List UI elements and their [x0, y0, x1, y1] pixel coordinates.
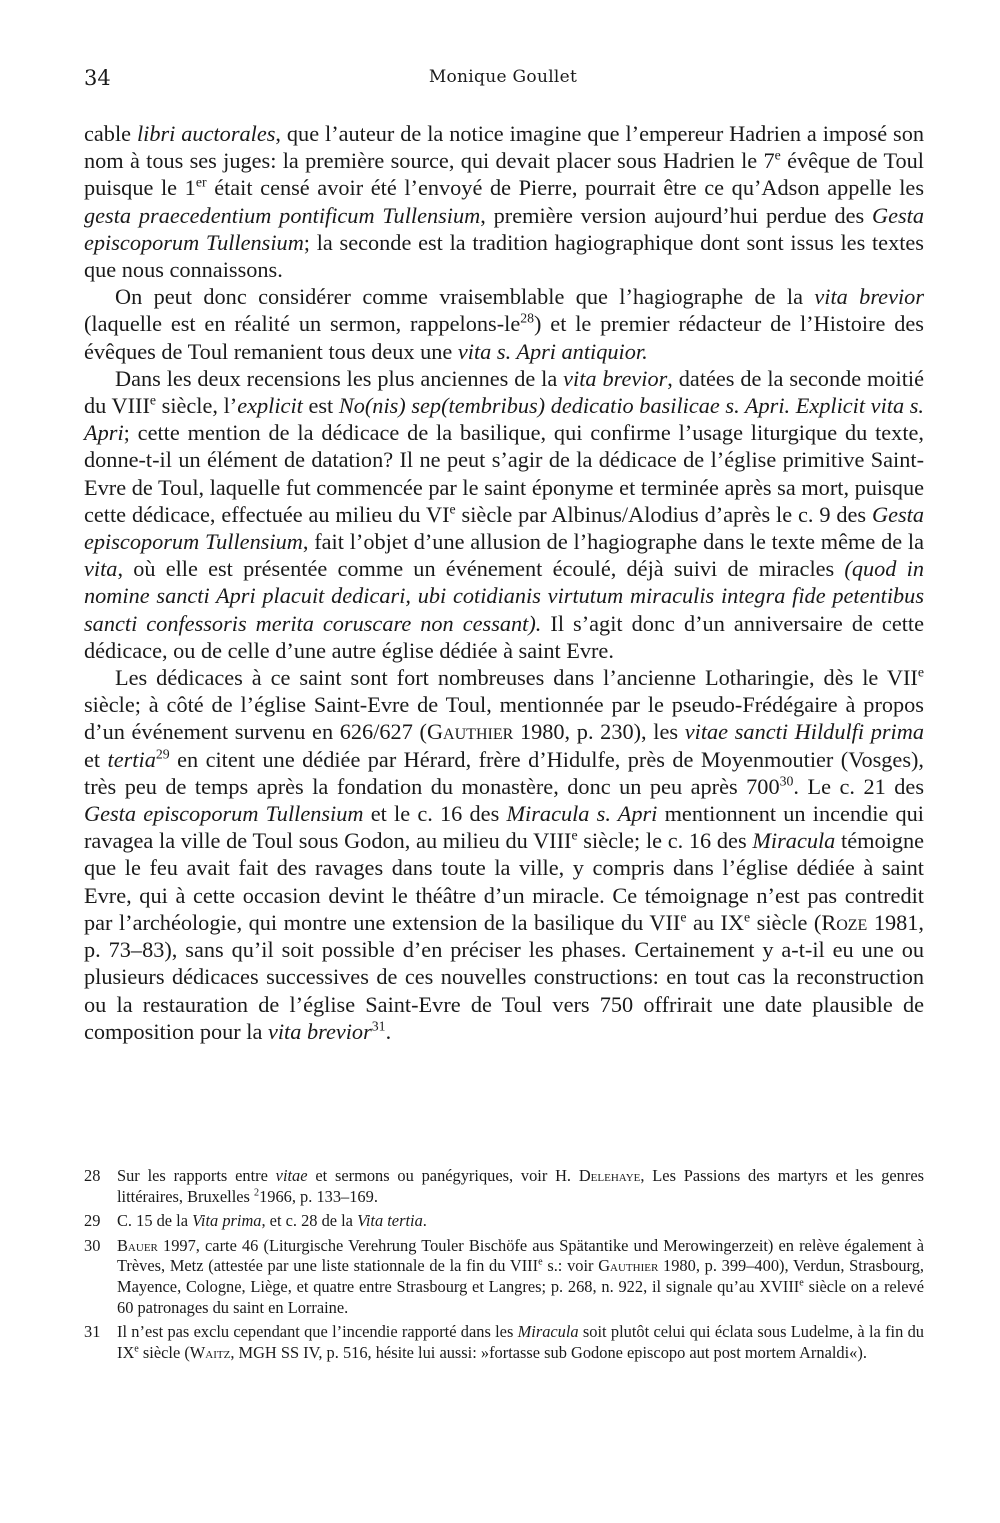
text-run: témoigne que le feu avait fait des ravages dans toute la ville, y compris dans l’église dédiée à saint Evre, qui à cette occasion devint le théâtre d’un miracle. Ce témoignage n’est pas contredit par l’archéologie, qui montre une extension de la basilique du VII — [84, 828, 925, 935]
text-run: et sermons ou panégyriques, voir H. — [307, 1166, 579, 1185]
text-run: Sur les rapports entre — [117, 1166, 276, 1185]
text-run: . Le c. 21 des — [793, 773, 925, 799]
text-run: était censé avoir été l’envoyé de Pierre, pourrait être ce qu’Adson appelle les — [206, 175, 924, 201]
italic-text: Gesta episcoporum Tullensium — [84, 501, 924, 555]
small-caps-text: Gauthier — [598, 1256, 659, 1276]
footnote-text — [117, 1166, 924, 1206]
footnote — [84, 1211, 924, 1232]
superscript: 2 — [254, 1187, 260, 1199]
paragraph — [84, 120, 924, 283]
footnote-text — [117, 1236, 924, 1317]
text-run: soit plutôt celui qui éclata sous Ludelme, à la fin du IX — [117, 1322, 924, 1362]
text-run: , fait l’objet d’une allusion de l’hagiographe dans le texte même de la — [302, 529, 924, 555]
italic-text: libri auctorales — [136, 121, 276, 146]
italic-text: Miracula — [517, 1322, 579, 1342]
small-caps-text: Bauer — [117, 1235, 158, 1255]
text-run: 1981, p. 73–83), sans qu’il soit possible d’en préciser les phases. Certainement y a-t-il eu une ou plusieurs dédicaces successives de ces nouvelles constructions: en tout cas la reconstruction ou la restauration de l’église Saint-Evre de Toul vers 750 offrirait une date plausible de composition pour la — [84, 909, 924, 1044]
text-run: et le c. 16 des — [363, 801, 507, 827]
superscript: e — [571, 827, 578, 843]
italic-text: vitae sancti Hildulfi prima — [684, 719, 924, 745]
superscript: 29 — [155, 746, 170, 762]
superscript: e — [799, 1277, 804, 1289]
small-caps-text: Gauthier — [426, 719, 514, 745]
text-run: , et c. 28 de la — [261, 1211, 358, 1231]
text-run: siècle ( — [138, 1342, 190, 1362]
text-run: C. 15 de la — [117, 1211, 193, 1231]
superscript: e — [680, 909, 687, 925]
text-run: siècle on a relevé 60 patronages du saint en Lorraine. — [117, 1276, 924, 1317]
text-run: en citent une dédiée par Hérard, frère d’Hidulfe, près de Moyenmoutier (Vosges), très peu de temps après la fondation du monastère, donc un peu après 700 — [84, 746, 924, 799]
italic-text: tertia — [107, 746, 156, 772]
text-run: (laquelle est en réalité un sermon, rappelons-le — [84, 311, 521, 337]
paragraph — [84, 365, 924, 664]
italic-text: gesta praecedentium pontificum Tullensium — [84, 202, 481, 228]
text-run: cable — [84, 121, 137, 146]
italic-text: vita brevior — [814, 284, 924, 310]
text-run: , où elle est présentée comme un événement écoulé, déjà suivi de miracles — [117, 556, 845, 582]
italic-text: (quod in nomine sancti Apri placuit dedicari, ubi cotidianis virtutum miraculis integra fide petentibus sancti confessoris merita coruscare non cessant). — [84, 556, 924, 636]
italic-text: explicit — [237, 393, 303, 419]
text-run: Les dédicaces à ce saint sont fort nombreuses dans l’ancienne Lotharingie, dès le VII — [115, 665, 918, 691]
text-run: ; la seconde est la tradition hagiographique dont sont issus les textes que nous connaissons. — [84, 229, 924, 283]
superscript: 30 — [779, 773, 794, 789]
small-caps-text: Waitz — [189, 1342, 231, 1362]
text-run: , datées de la seconde moitié du VIII — [84, 365, 925, 419]
main-text — [84, 120, 924, 1045]
text-run: siècle ( — [750, 909, 822, 935]
superscript: e — [449, 501, 456, 517]
text-run: siècle; le c. 16 des — [577, 828, 753, 854]
italic-text: Gesta episcoporum Tullensium — [84, 202, 925, 255]
italic-text: Vita prima — [192, 1211, 262, 1231]
italic-text: Miracula — [752, 828, 836, 854]
text-run: , première version aujourd’hui perdue des — [480, 202, 872, 228]
page-header — [84, 66, 922, 96]
text-run: ; cette mention de la dédicace de la basilique, qui confirme l’usage liturgique du texte, donne-t-il un élément de datation? Il ne peut s’agir de la dédicace de l’église primitive Saint-Evre de Toul, laquelle fut commencée par le saint éponyme et terminée après sa mort, puisque cette dédicace, effectuée au milieu du VI — [84, 420, 924, 527]
text-run: évêque de Toul puisque le 1 — [84, 148, 924, 201]
text-run: ) et le premier rédacteur de l’Histoire des évêques de Toul remanient tous deux une — [84, 311, 924, 364]
footnote — [84, 1322, 924, 1363]
superscript: 28 — [520, 311, 535, 326]
text-run: , MGH SS IV, p. 516, hésite lui aussi: »fortasse sub Godone episcopo aut post mortem Arnaldi«). — [230, 1342, 867, 1362]
superscript: e — [774, 147, 781, 163]
text-run: 1966, p. 133–169. — [259, 1186, 378, 1206]
italic-text: Gesta episcoporum Tullensium — [84, 801, 364, 827]
italic-text: vita brevior — [563, 365, 668, 391]
text-run: On peut donc considérer comme vraisemblable que l’hagiographe de la — [115, 284, 815, 310]
italic-text: vita — [84, 556, 118, 582]
text-run: et — [84, 746, 108, 772]
italic-text: Vita tertia — [357, 1211, 423, 1231]
superscript: e — [134, 1343, 139, 1355]
text-run: , Les Passions des martyrs et les genres littéraires, Bruxelles — [117, 1166, 924, 1206]
page-number: 34 — [84, 66, 111, 90]
footnote-number: 31 — [84, 1322, 101, 1342]
superscript: e — [149, 392, 157, 408]
footnote-text — [117, 1211, 427, 1230]
text-run: Il n’est pas exclu cependant que l’incendie rapporté dans les — [117, 1322, 518, 1342]
text-run: Il s’agit donc d’un anniversaire de cette dédicace, ou de celle d’une autre église dédiée à saint Evre. — [84, 610, 924, 663]
text-run: siècle par Albinus/Alodius d’après le c. 9 des — [455, 501, 872, 527]
footnote — [84, 1166, 924, 1207]
italic-text: vita s. Apri antiquior. — [457, 338, 648, 364]
superscript: e — [538, 1256, 543, 1268]
footnote-number: 29 — [84, 1211, 101, 1231]
footnotes — [84, 1166, 924, 1367]
text-run: au IX — [686, 909, 745, 935]
footnote-number: 28 — [84, 1166, 101, 1185]
text-run: . — [385, 1018, 392, 1044]
paragraph — [84, 283, 924, 365]
footnote-number: 30 — [84, 1235, 101, 1255]
superscript: er — [195, 174, 207, 190]
paragraph — [84, 664, 924, 1045]
footnote — [84, 1236, 924, 1318]
text-run: siècle; à côté de l’église Saint-Evre de Toul, mentionnée par le pseudo-Frédégaire à propos d’un événement survenu en 626/627 ( — [84, 692, 924, 745]
small-caps-text: Delehaye — [578, 1166, 641, 1185]
text-run: 1980, p. 399–400), Verdun, Strasbourg, Mayence, Cologne, Liège, et quatre entre Strasbourg et Langres; p. 268, n. 922, il signale qu’au XVIII — [117, 1256, 924, 1296]
italic-text: No(nis) sep(tembribus) dedicatio basilicae s. Apri. Explicit vita s. Apri — [84, 393, 924, 446]
small-caps-text: Roze — [821, 909, 868, 935]
text-run: , que l’auteur de la notice imagine que l’empereur Hadrien a imposé son nom à tous ses juges: la première source, qui devait placer sous Hadrien le 7 — [84, 121, 925, 174]
running-head: Monique Goullet — [428, 67, 578, 87]
text-run: Dans les deux recensions les plus anciennes de la — [115, 365, 564, 391]
text-run: mentionnent un incendie qui ravagea la ville de Toul sous Godon, au milieu du VIII — [84, 801, 925, 854]
superscript: 31 — [371, 1018, 386, 1034]
text-run: est — [302, 393, 339, 419]
text-run: 1997, carte 46 (Liturgische Verehrung Touler Bischöfe aus Spätantike und Merowingerzeit) en relève également à Trèves, Metz (attestée par une liste stationnale de la fin du VIII — [117, 1235, 924, 1276]
superscript: e — [744, 909, 751, 925]
italic-text: Miracula s. Apri — [506, 801, 658, 827]
superscript: e — [917, 664, 924, 680]
italic-text: vita brevior — [267, 1018, 372, 1044]
text-run: . — [422, 1211, 427, 1231]
text-run: siècle, l’ — [156, 393, 238, 419]
text-run: 1980, p. 230), les — [513, 719, 685, 745]
text-run: s.: voir — [542, 1256, 599, 1276]
italic-text: vitae — [275, 1166, 308, 1185]
footnote-text — [117, 1322, 924, 1362]
